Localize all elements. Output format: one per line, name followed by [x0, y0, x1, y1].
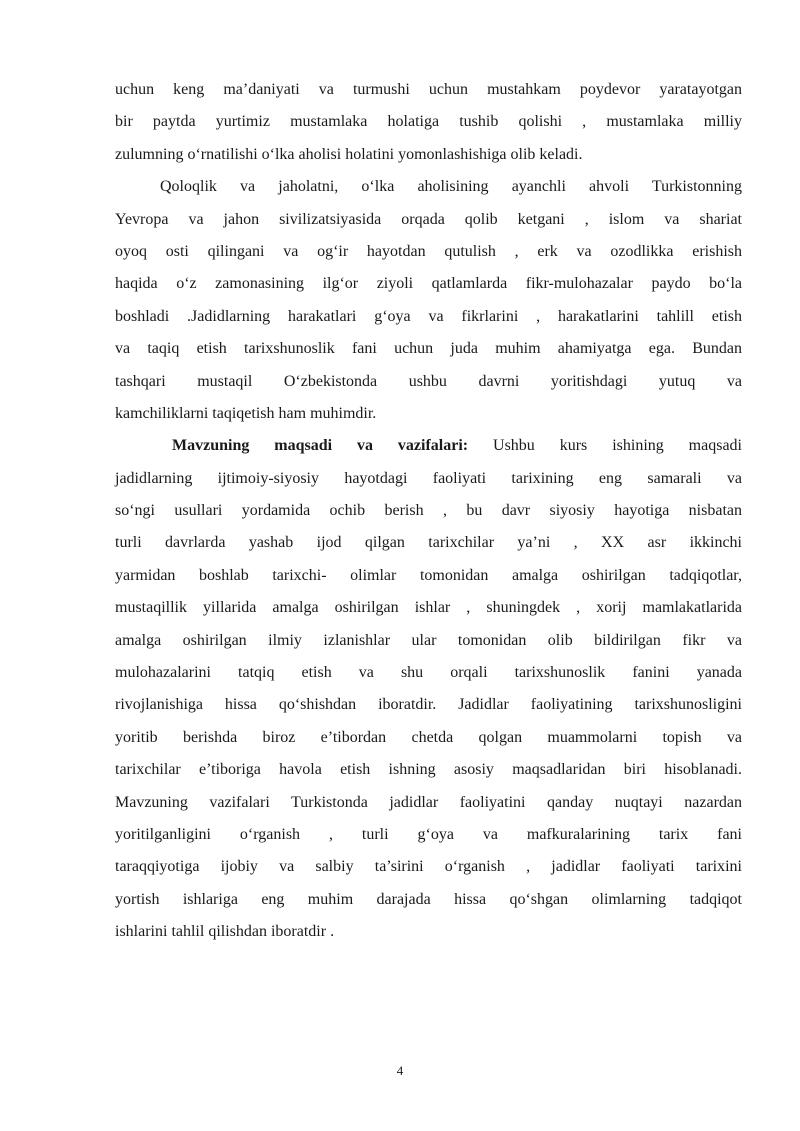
page-number: 4: [396, 1063, 404, 1078]
text-line: so‘ngi usullari yordamida ochib berish , bu davr siyosiy hayotiga nisbatan: [115, 502, 742, 520]
text-line: tashqari mustaqil O‘zbekistonda ushbu davrni yoritishdagi yutuq va: [115, 372, 742, 390]
text-line: turli davrlarda yashab ijod qilgan tarixchilar ya’ni , XX asr ikkinchi: [115, 534, 742, 552]
text-line: haqida o‘z zamonasining ilg‘or ziyoli qatlamlarda fikr-mulohazalar paydo bo‘la: [115, 275, 742, 293]
text-line: Yevropa va jahon sivilizatsiyasida orqada qolib ketgani , islom va shariat: [115, 210, 742, 228]
text-line: yoritilganligini o‘rganish , turli g‘oya va mafkuralarining tarix fani: [115, 825, 742, 843]
text-line: mustaqillik yillarida amalga oshirilgan ishlar , shuningdek , xorij mamlakatlarida: [115, 599, 742, 617]
text-line: amalga oshirilgan ilmiy izlanishlar ular tomonidan olib bildirilgan fikr va: [115, 631, 742, 649]
text-line: oyoq osti qilingani va og‘ir hayotdan qutulish , erk va ozodlikka erishish: [115, 242, 742, 260]
text-line: jadidlarning ijtimoiy-siyosiy hayotdagi faoliyati tarixining eng samarali va: [115, 469, 742, 487]
text-line: yoritib berishda biroz e’tibordan chetda qolgan muammolarni topish va: [115, 728, 742, 746]
text-line: Mavzuning vazifalari Turkistonda jadidlar faoliyatini qanday nuqtayi nazardan: [115, 793, 742, 811]
text-line: yortish ishlariga eng muhim darajada hissa qo‘shgan olimlarning tadqiqot: [115, 890, 742, 908]
section-heading-text: Ushbu kurs ishining maqsadi: [468, 437, 743, 455]
text-line: yarmidan boshlab tarixchi- olimlar tomonidan amalga oshirilgan tadqiqotlar,: [115, 566, 742, 584]
text-line: taraqqiyotiga ijobiy va salbiy ta’sirini o‘rganish , jadidlar faoliyati tarixini: [115, 858, 742, 876]
paragraph-start-line: Qoloqlik va jaholatni, o‘lka aholisining ayanchli ahvoli Turkistonning: [160, 178, 742, 196]
text-line: boshladi .Jadidlarning harakatlari g‘oya va fikrlarini , harakatlarini tahlill etish: [115, 307, 742, 325]
text-line: kamchiliklarni taqiqetish ham muhimdir.: [115, 404, 377, 422]
document-body: [115, 74, 742, 949]
text-line: va taqiq etish tarixshunoslik fani uchun juda muhim ahamiyatga ega. Bundan: [115, 340, 742, 358]
text-line: rivojlanishiga hissa qo‘shishdan iboratdir. Jadidlar faoliyatining tarixshunosligini: [115, 696, 742, 714]
text-line: bir paytda yurtimiz mustamlaka holatiga tushib qolishi , mustamlaka milliy: [115, 113, 742, 131]
text-line: uchun keng ma’daniyati va turmushi uchun mustahkam poydevor yaratayotgan: [115, 81, 742, 98]
section-heading: Mavzuning maqsadi va vazifalari:: [172, 437, 469, 455]
text-line: tarixchilar e’tiboriga havola etish ishning asosiy maqsadlaridan biri hisoblanadi.: [115, 761, 742, 779]
text-line: mulohazalarini tatqiq etish va shu orqali tarixshunoslik fanini yanada: [115, 664, 742, 682]
text-line: ishlarini tahlil qilishdan iboratdir .: [115, 923, 335, 941]
text-line: zulumning o‘rnatilishi o‘lka aholisi holatini yomonlashishiga olib keladi.: [115, 145, 583, 163]
section-heading-line: [115, 430, 742, 462]
